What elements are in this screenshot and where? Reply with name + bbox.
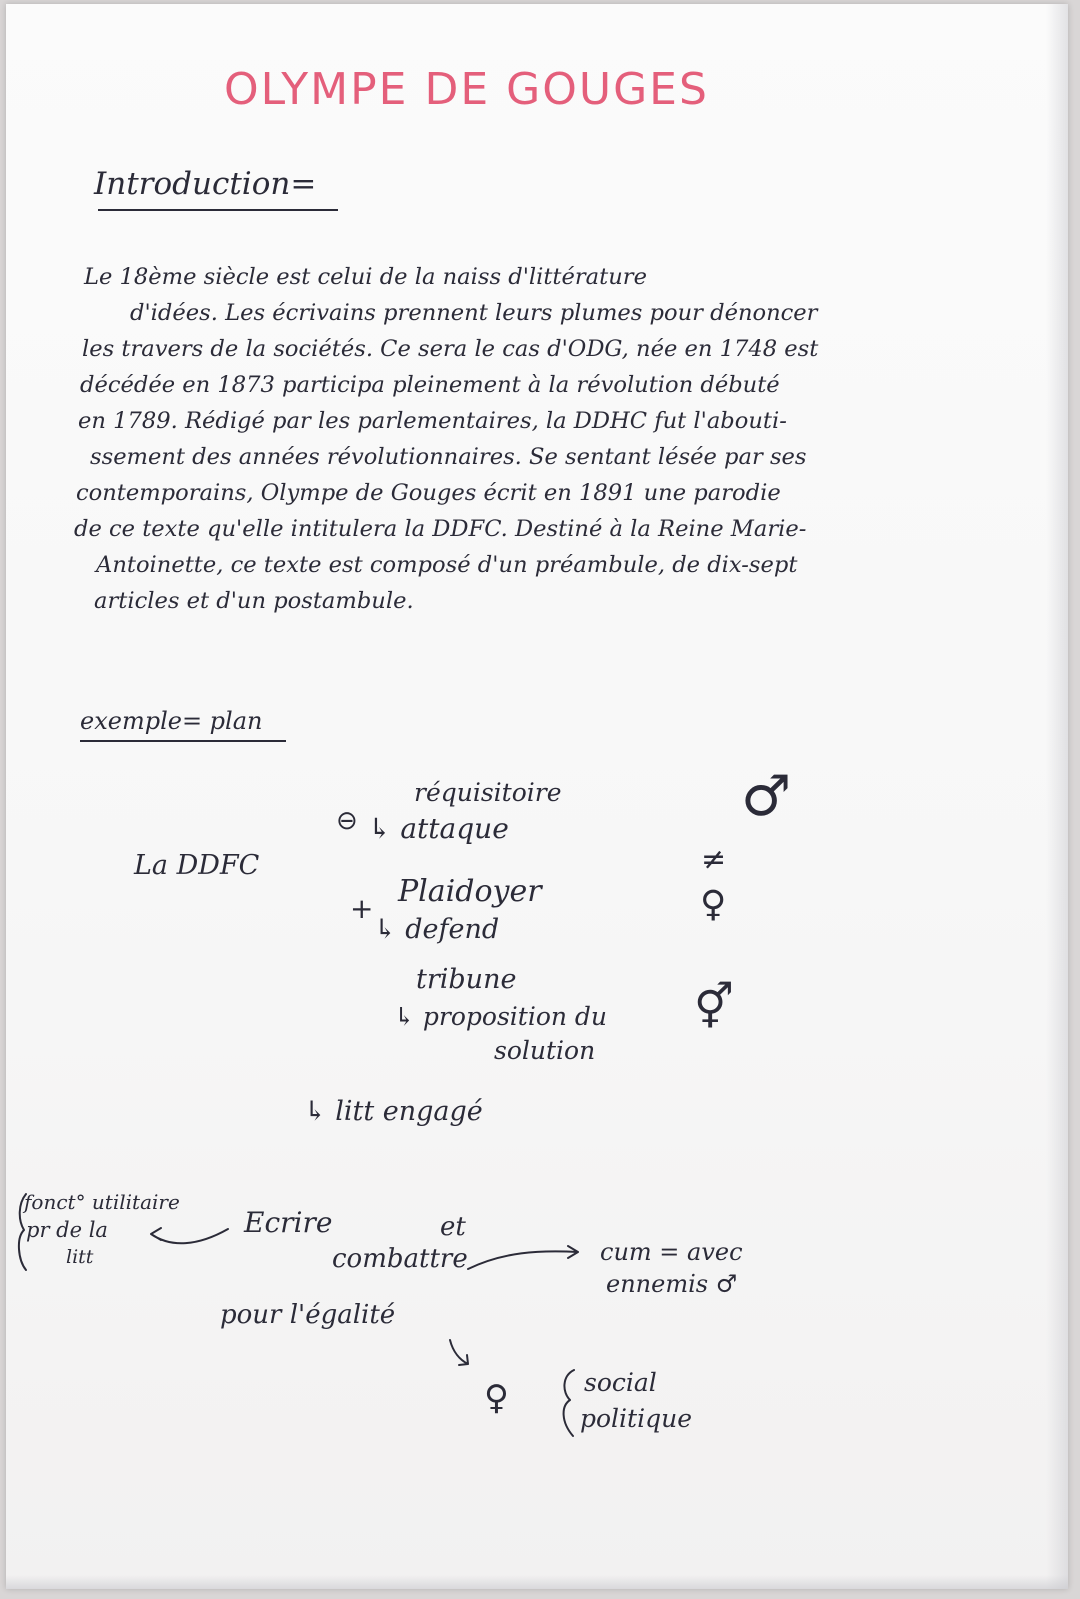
- et-text: et: [440, 1212, 466, 1242]
- intro-line-9: Antoinette, ce texte est composé d'un préambule, de dix-sept: [96, 552, 798, 578]
- intro-line-4: décédée en 1873 participa pleinement à la révolution débuté: [80, 372, 780, 398]
- politique-text: politique: [580, 1404, 692, 1433]
- fonction-line-3: litt: [66, 1246, 94, 1268]
- page-edge-shadow: [1046, 4, 1068, 1589]
- plan-heading: exemple= plan: [80, 707, 263, 735]
- proposition-text: ↳ proposition du: [394, 1002, 608, 1031]
- intro-line-1: Le 18ème siècle est celui de la naiss d'littérature: [84, 264, 647, 290]
- ennemis-text: ennemis ♂: [606, 1270, 738, 1298]
- intro-line-10: articles et d'un postambule.: [94, 588, 414, 614]
- fonction-left-arrow: [151, 1228, 228, 1243]
- ddfc-label: La DDFC: [134, 850, 260, 881]
- egalite-down-arrow: [450, 1340, 468, 1365]
- male-icon: ♂: [741, 764, 792, 829]
- solution-text: solution: [494, 1036, 596, 1065]
- ecrire-text: Ecrire: [244, 1206, 333, 1239]
- cum-avec-text: cum = avec: [600, 1238, 743, 1266]
- requisitoire-text: réquisitoire: [414, 778, 562, 807]
- pour-egalite-text: pour l'égalité: [220, 1300, 396, 1330]
- plaidoyer-text: Plaidoyer: [398, 874, 542, 909]
- notebook-page: [6, 4, 1068, 1589]
- not-equal-icon: ≠: [701, 842, 727, 877]
- intro-line-5: en 1789. Rédigé par les parlementaires, la DDHC fut l'abouti-: [78, 408, 787, 434]
- female-icon: ♀: [700, 884, 727, 925]
- tribune-text: tribune: [416, 964, 517, 995]
- intro-line-6: ssement des années révolutionnaires. Se sentant lésée par ses: [90, 444, 807, 470]
- intro-heading: Introduction=: [94, 166, 317, 202]
- minus-circle-icon: ⊖: [336, 806, 358, 836]
- social-text: social: [584, 1368, 657, 1397]
- plan-heading-underline: [80, 740, 286, 742]
- intro-line-7: contemporains, Olympe de Gouges écrit en 1891 une parodie: [76, 480, 781, 506]
- intro-line-3: les travers de la sociétés. Ce sera le cas d'ODG, née en 1748 est: [82, 336, 819, 362]
- social-politique-brace: [564, 1370, 574, 1436]
- fonction-line-1: fonct° utilitaire: [24, 1190, 180, 1214]
- litt-engage-text: ↳ litt engagé: [304, 1096, 483, 1127]
- intro-heading-underline: [98, 209, 338, 211]
- male-female-icon: ⚥: [694, 982, 734, 1033]
- female-bottom-icon: ♀: [484, 1378, 509, 1418]
- plus-sign: +: [350, 892, 374, 925]
- defend-text: ↳ defend: [374, 914, 500, 945]
- intro-line-2: d'idées. Les écrivains prennent leurs plumes pour dénoncer: [130, 300, 818, 326]
- page-bottom-shadow: [6, 1575, 1068, 1589]
- combattre-arrow: [468, 1246, 578, 1269]
- combattre-text: combattre: [332, 1244, 468, 1274]
- attaque-text: ↳ attaque: [368, 812, 509, 845]
- page-title: OLYMPE DE GOUGES: [224, 64, 709, 115]
- fonction-line-2: pr de la: [26, 1218, 108, 1242]
- intro-line-8: de ce texte qu'elle intitulera la DDFC. Destiné à la Reine Marie-: [74, 516, 807, 542]
